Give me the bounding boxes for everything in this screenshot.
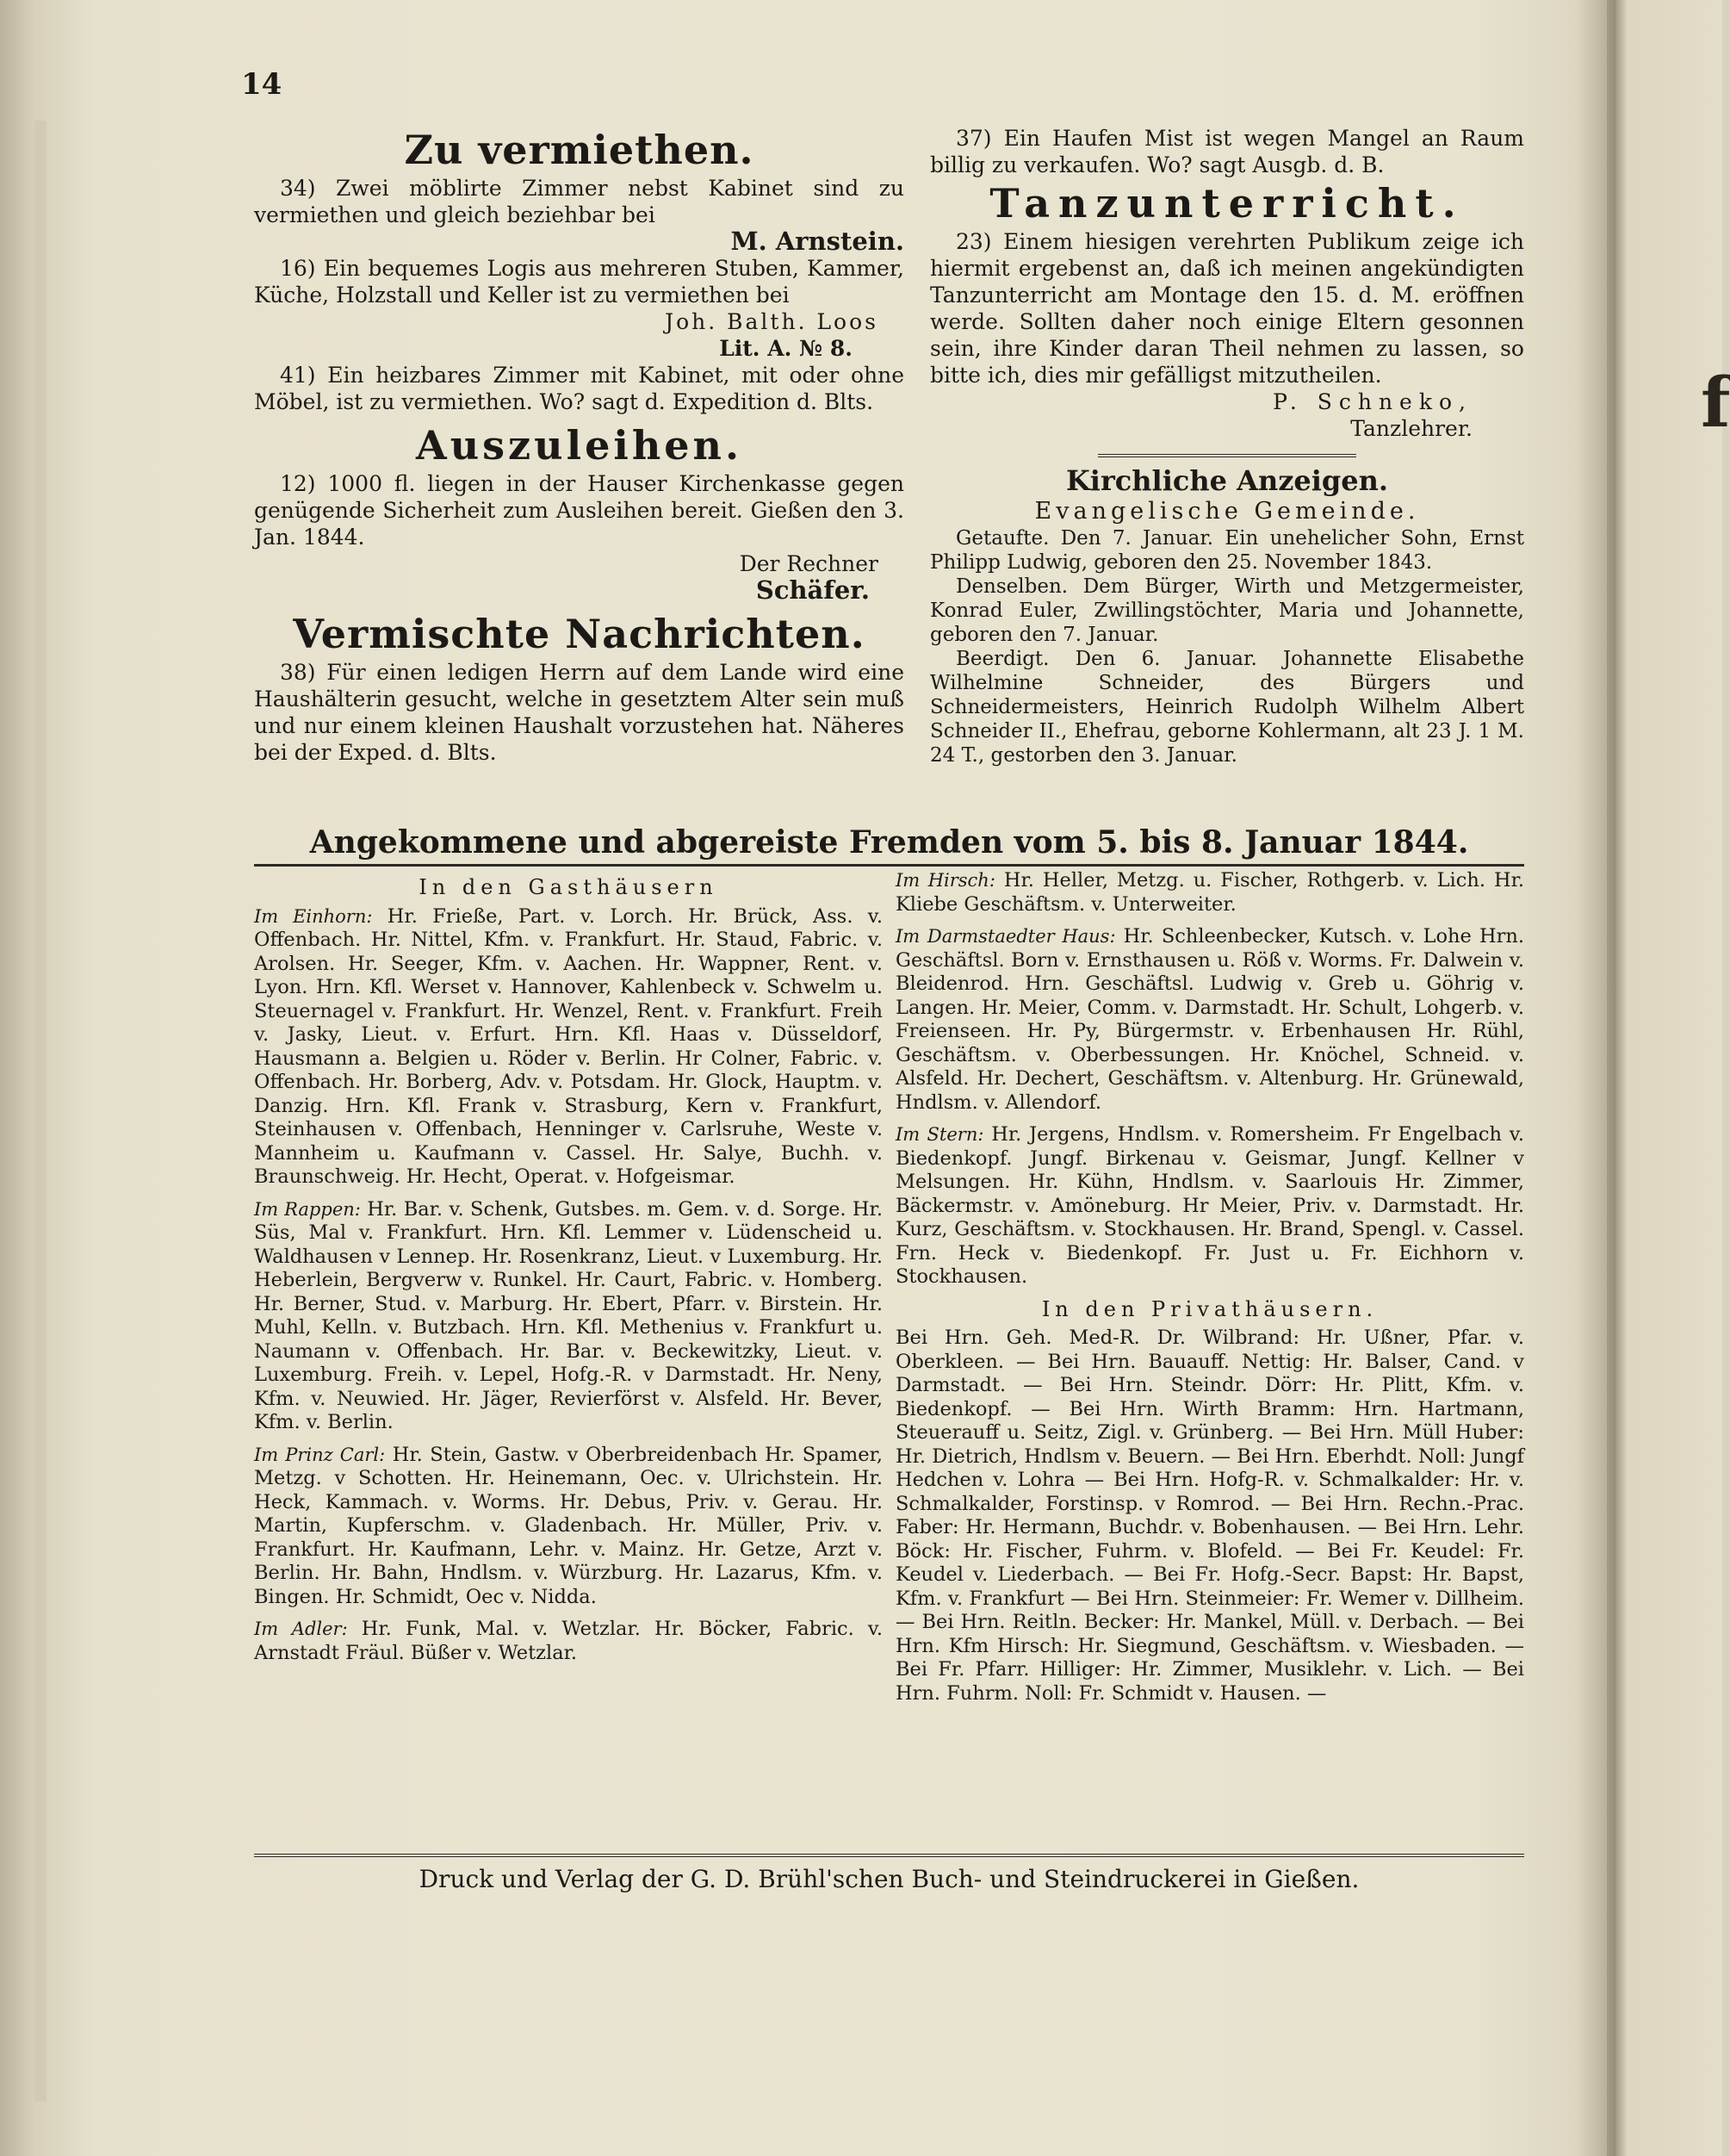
heading-auszuleihen: Auszuleihen.	[416, 422, 742, 469]
hotel-label-rappen: Im Rappen:	[254, 1198, 361, 1220]
ad-37: 37) Ein Haufen Mist ist wegen Mangel an Raum billig zu verkaufen. Wo? sagt Ausgb. d. B.	[930, 126, 1524, 177]
ad-16: 16) Ein bequemes Logis aus mehreren Stuben, Kammer, Küche, Holzstall und Keller ist zu vermiethen bei	[254, 256, 904, 308]
guests-hirsch: Hr. Heller, Metzg. u. Fischer, Rothgerb. v. Lich. Hr. Kliebe Geschäftsm. v. Unterweiter.	[896, 869, 1525, 916]
entry-hirsch	[896, 869, 1524, 916]
left-column	[254, 125, 904, 766]
hotel-label-stern: Im Stern:	[896, 1124, 984, 1145]
entry-einhorn	[254, 905, 883, 1190]
guests-adler: Hr. Funk, Mal. v. Wetzlar. Hr. Böcker, Fabric. v. Arnstadt Fräul. Büßer v. Wetzlar.	[254, 1618, 884, 1664]
guests-stern: Hr. Jergens, Hndlsm. v. Romersheim. Fr Engelbach v. Biedenkopf. Jungf. Birkenau v. Geismar, Jungf. Kellner v Melsungen. Hr. Kühn, Hndlsm. v. Saarlouis Hr. Zimmer, Bäckermstr. v. Amöneburg. Hr Meier, Priv. v. Darmstadt. Hr. Kurz, Geschäftsm. v. Stockhausen. Hr. Brand, Spengl. v. Cassel. Frn. Heck v. Biedenkopf. Fr. Just u. Fr. Eichhorn v. Stockhausen.	[896, 1123, 1524, 1288]
guests-prinz-carl: Hr. Stein, Gastw. v Oberbreidenbach Hr. Spamer, Metzg. v Schotten. Hr. Heinemann, Oec. v. Ulrichstein. Hr. Heck, Kammach. v. Worms. Hr. Debus, Priv. v. Gerau. Hr. Martin, Kupferschm. v. Gladenbach. Hr. Müller, Priv. v. Frankfurt. Hr. Kaufmann, Lehr. v. Mainz. Hr. Getze, Arzt v. Berlin. Hr. Bahn, Hndlsm. v. Würzburg. Hr. Lazarus, Kfm. v. Bingen. Hr. Schmidt, Oec v. Nidda.	[254, 1443, 884, 1608]
page-number: 14	[241, 67, 282, 102]
ad-12-signature-title: Der Rechner	[739, 551, 878, 576]
heading-vermischte-nachrichten: Vermischte Nachrichten.	[293, 611, 865, 657]
right-column	[930, 125, 1524, 767]
guests-rappen: Hr. Bar. v. Schenk, Gutsbes. m. Gem. v. d. Sorge. Hr. Süs, Mal v. Frankfurt. Hrn. Kfl. Lemmer v. Lüdenscheid u. Waldhausen v Lennep. Hr. Rosenkranz, Lieut. v Luxemburg. Hr. Heberlein, Bergverw v. Runkel. Hr. Caurt, Fabric. v. Homberg. Hr. Berner, Stud. v. Marburg. Hr. Ebert, Pfarr. v. Birstein. Hr. Muhl, Kelln. v. Butzbach. Hrn. Kfl. Methenius v. Frankfurt u. Naumann v. Offenbach. Hr. Bar. v. Beckewitzky, Lieut. v. Luxemburg. Freih. v. Lepel, Hofg.-R. v Darmstadt. Hr. Neny, Kfm. v. Neuwied. Hr. Jäger, Revierförst v. Alsfeld. Hr. Bever, Kfm. v. Berlin.	[254, 1197, 883, 1433]
guests-einhorn: Hr. Frieße, Part. v. Lorch. Hr. Brück, Ass. v. Offenbach. Hr. Nittel, Kfm. v. Frankfurt. Hr. Staud, Fabric. v. Arolsen. Hr. Seeger, Kfm. v. Aachen. Hr. Wappner, Rent. v. Lyon. Hrn. Kfl. Werset v. Hannover, Kahlenbeck v. Schwelm u. Steuernagel v. Frankfurt. Hr. Wenzel, Rent. v. Frankfurt. Freih v. Jasky, Lieut. v. Erfurt. Hrn. Kfl. Haas v. Düsseldorf, Hausmann a. Belgien u. Röder v. Berlin. Hr Colner, Fabric. v. Offenbach. Hr. Borberg, Adv. v. Potsdam. Hr. Glock, Hauptm. v. Danzig. Hrn. Kfl. Frank v. Strasburg, Kern v. Frankfurt, Steinhausen v. Offenbach, Henninger v. Carlsruhe, Weste v. Mannheim u. Kaufmann v. Cassel. Hr. Salye, Buchh. v. Braunschweig. Hr. Hecht, Operat. v. Hofgeismar.	[254, 904, 883, 1188]
ad-12: 12) 1000 fl. liegen in der Hauser Kirchenkasse gegen genügende Sicherheit zum Ausleihen bereit. Gießen den 3. Jan. 1844.	[254, 471, 904, 550]
notice-denselben: Denselben. Dem Bürger, Wirth und Metzgermeister, Konrad Euler, Zwillingstöchter, Maria und Johannette, geboren den 7. Januar.	[930, 575, 1524, 646]
fremden-section	[254, 823, 1525, 1705]
entry-stern	[896, 1123, 1524, 1289]
entry-adler	[254, 1618, 883, 1665]
entry-prinz-carl	[254, 1444, 883, 1610]
notice-beerdigt: Beerdigt. Den 6. Januar. Johannette Elisabethe Wilhelmine Schneider, des Bürgers und Schneidermeisters, Heinrich Rudolph Wilhelm Albert Schneider II., Ehefrau, geborne Kohlermann, alt 23 J. 1 M. 24 T., gestorben den 3. Januar.	[930, 648, 1524, 767]
heading-tanzunterricht: Tanzunterricht.	[989, 180, 1465, 227]
facing-page-glyph: f	[1701, 362, 1730, 443]
subheading-evangelische-gemeinde: Evangelische Gemeinde.	[1034, 498, 1420, 525]
ad-38: 38) Für einen ledigen Herrn auf dem Lande wird eine Haushälterin gesucht, welche in gesetztem Alter sein muß und nur einem kleinen Haushalt vorzustehen hat. Näheres bei der Exped. d. Blts.	[254, 660, 904, 765]
ad-34-signature: M. Arnstein.	[730, 227, 904, 256]
book-spine	[1607, 0, 1615, 2156]
ad-16-signature-address: Lit. A. № 8.	[719, 336, 853, 361]
facing-page-edge	[1619, 0, 1730, 2156]
hotel-label-darmstaedter-haus: Im Darmstaedter Haus:	[896, 926, 1116, 947]
subheading-privathaeuser: In den Privathäusern.	[1041, 1296, 1379, 1321]
notice-getaufte: Getaufte. Den 7. Januar. Ein unehelicher Sohn, Ernst Philipp Ludwig, geboren den 25. November 1843.	[930, 527, 1524, 574]
entry-rappen	[254, 1198, 883, 1435]
ad-23-signature-title: Tanzlehrer.	[1350, 416, 1473, 441]
heading-zu-vermiethen: Zu vermiethen.	[404, 127, 754, 173]
fremden-rule	[254, 864, 1524, 867]
hotel-label-adler: Im Adler:	[254, 1619, 348, 1639]
ad-12-signature-name: Schäfer.	[755, 575, 870, 605]
imprint-rule	[254, 1854, 1524, 1857]
entry-privathaeuser: Bei Hrn. Geh. Med-R. Dr. Wilbrand: Hr. Ußner, Pfar. v. Oberkleen. — Bei Hrn. Bauauff. Nettig: Hr. Balser, Cand. v Darmstadt. — Bei Hrn. Steindr. Dörr: Hr. Plitt, Kfm. v. Biedenkopf. — Bei Hrn. Wirth Bramm: Hrn. Hartmann, Steuerauff u. Seitz, Zigl. v. Grünberg. — Bei Hrn. Müll Huber: Hr. Dietrich, Hndlsm v. Beuern. — Bei Hrn. Eberhdt. Noll: Jungf Hedchen v. Lohra — Bei Hrn. Hofg-R. v. Schmalkalder: Hr. v. Schmalkalder, Forstinsp. v Romrod. — Bei Hrn. Rechn.-Prac. Faber: Hr. Hermann, Buchdr. v. Bobenhausen. — Bei Hrn. Lehr. Böck: Hr. Fischer, Fuhrm. v. Blofeld. — Bei Fr. Keudel: Fr. Keudel v. Liederbach. — Bei Fr. Hofg.-Secr. Bapst: Hr. Bapst, Kfm. v. Frankfurt — Bei Hrn. Steinmeier: Fr. Wemer v. Dillheim. — Bei Hrn. Reitln. Becker: Hr. Mankel, Müll. v. Derbach. — Bei Hrn. Kfm Hirsch: Hr. Siegmund, Geschäftsm. v. Wiesbaden. — Bei Fr. Pfarr. Hilliger: Hr. Zimmer, Musiklehr. v. Lich. — Bei Hrn. Fuhrm. Noll: Fr. Schmidt v. Hausen. —	[896, 1327, 1524, 1705]
section-divider	[1098, 454, 1356, 457]
ad-34: 34) Zwei möblirte Zimmer nebst Kabinet sind zu vermiethen und gleich beziehbar bei	[254, 176, 904, 227]
hotel-label-einhorn: Im Einhorn:	[254, 905, 373, 927]
fremden-right-column	[896, 869, 1524, 1714]
fremden-left-column	[254, 869, 883, 1674]
page-edge-shadow	[34, 121, 47, 2102]
ad-16-signature-name: Joh. Balth. Loos	[665, 309, 878, 334]
hotel-label-hirsch: Im Hirsch:	[896, 870, 995, 891]
fremden-title: Angekommene und abgereiste Fremden vom 5. bis 8. Januar 1844.	[309, 824, 1469, 861]
ad-41: 41) Ein heizbares Zimmer mit Kabinet, mit oder ohne Möbel, ist zu vermiethen. Wo? sagt d. Expedition d. Blts.	[254, 363, 904, 414]
heading-kirchliche-anzeigen: Kirchliche Anzeigen.	[1065, 464, 1389, 497]
ad-23: 23) Einem hiesigen verehrten Publikum zeige ich hiermit ergebenst an, daß ich meinen angekündigten Tanzunterricht am Montage den 15. d. M. eröffnen werde. Sollten daher noch einige Eltern gesonnen sein, ihre Kinder daran Theil nehmen zu lassen, so bitte ich, dies mir gefälligst mitzutheilen.	[930, 229, 1524, 388]
ad-23-signature-name: P. Schneko,	[1273, 389, 1473, 414]
imprint: Druck und Verlag der G. D. Brühl'schen Buch- und Steindruckerei in Gießen.	[419, 1865, 1360, 1893]
subheading-gasthaeuser: In den Gasthäusern	[419, 875, 718, 899]
hotel-label-prinz-carl: Im Prinz Carl:	[254, 1444, 386, 1465]
entry-darmstaedter-haus	[896, 925, 1524, 1115]
guests-darmstaedter-haus: Hr. Schleenbecker, Kutsch. v. Lohe Hrn. Geschäftsl. Born v. Ernsthausen u. Röß v. Worms. Fr. Dalwein v. Bleidenrod. Hrn. Geschäftsl. Ludwig v. Greb u. Göhrig v. Langen. Hr. Meier, Comm. v. Darmstadt. Hr. Schult, Lohgerb. v. Freienseen. Hr. Py, Bürgermstr. v. Erbenhausen Hr. Rühl, Geschäftsm. v. Oberbessungen. Hr. Knöchel, Schneid. v. Alsfeld. Hr. Dechert, Geschäftsm. v. Altenburg. Hr. Grünewald, Hndlsm. v. Allendorf.	[896, 925, 1524, 1114]
